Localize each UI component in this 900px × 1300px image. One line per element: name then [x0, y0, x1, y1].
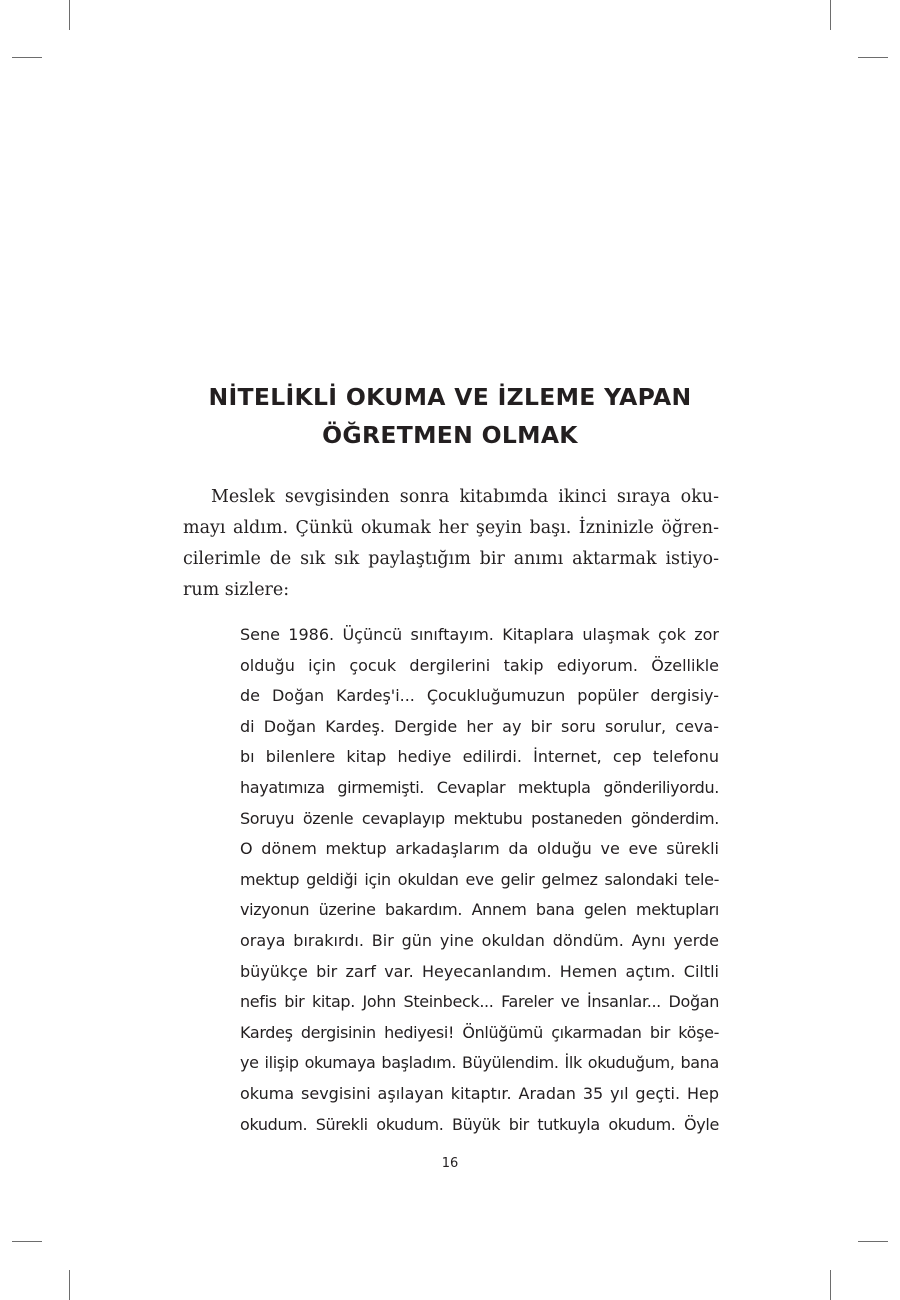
quote-line: okuma sevgisini aşılayan kitaptır. Aradan 35 yıl geçti. Hep [240, 1083, 719, 1103]
crop-mark-top-right-horizontal [858, 57, 888, 58]
quote-line: ye ilişip okumaya başladım. Büyülendim. İlk okuduğum, bana [240, 1053, 719, 1073]
quote-line: Sene 1986. Üçüncü sınıftayım. Kitaplara ulaşmak çok zor [240, 625, 719, 644]
quote-line: hayatımıza girmemişti. Cevaplar mektupla gönderiliyordu. [240, 777, 719, 797]
intro-line: cilerimle de sık sık paylaştığım bir anımı aktarmak istiyo- [183, 549, 719, 569]
intro-line: Meslek sevgisinden sonra kitabımda ikinci sıraya oku- [211, 487, 719, 507]
quote-line: di Doğan Kardeş. Dergide her ay bir soru sorulur, ceva- [240, 716, 719, 736]
intro-paragraph [183, 482, 719, 606]
quote-line: olduğu için çocuk dergilerini takip ediyorum. Özellikle [240, 655, 719, 675]
quote-line: Soruyu özenle cevaplayıp mektubu postaneden gönderdim. [240, 808, 719, 828]
memory-quote-block [240, 620, 719, 1140]
quote-line: de Doğan Kardeş'i... Çocukluğumuzun popüler dergisiy- [240, 686, 719, 706]
quote-line: nefis bir kitap. John Steinbeck... Fareler ve İnsanlar... Doğan [240, 992, 719, 1012]
crop-mark-bottom-right [830, 1270, 831, 1300]
intro-line: mayı aldım. Çünkü okumak her şeyin başı. İzninizle öğren- [183, 518, 719, 538]
quote-line: oraya bırakırdı. Bir gün yine okuldan döndüm. Aynı yerde [240, 930, 719, 950]
crop-mark-top-right [830, 0, 831, 30]
crop-mark-top-left [69, 0, 70, 30]
chapter-title [100, 378, 800, 454]
quote-line: O dönem mektup arkadaşlarım da olduğu ve eve sürekli [240, 839, 719, 859]
chapter-title-line-1: NİTELİKLİ OKUMA VE İZLEME YAPAN [208, 383, 692, 411]
crop-mark-bottom-left-horizontal [12, 1241, 42, 1242]
crop-mark-bottom-left [69, 1270, 70, 1300]
quote-line: okudum. Sürekli okudum. Büyük bir tutkuyla okudum. Öyle [240, 1114, 719, 1134]
chapter-title-line-2: ÖĞRETMEN OLMAK [322, 421, 578, 449]
quote-line: mektup geldiği için okuldan eve gelir gelmez salondaki tele- [240, 869, 719, 889]
quote-line: büyükçe bir zarf var. Heyecanlandım. Hemen açtım. Ciltli [240, 961, 719, 981]
quote-line: Kardeş dergisinin hediyesi! Önlüğümü çıkarmadan bir köşe- [240, 1022, 719, 1042]
quote-line: bı bilenlere kitap hediye edilirdi. İnternet, cep telefonu [240, 747, 719, 767]
crop-mark-bottom-right-horizontal [858, 1241, 888, 1242]
crop-mark-top-left-horizontal [12, 57, 42, 58]
page-number: 16 [441, 1156, 459, 1171]
quote-line: vizyonun üzerine bakardım. Annem bana gelen mektupları [240, 900, 719, 920]
intro-line: rum sizlere: [183, 580, 290, 600]
